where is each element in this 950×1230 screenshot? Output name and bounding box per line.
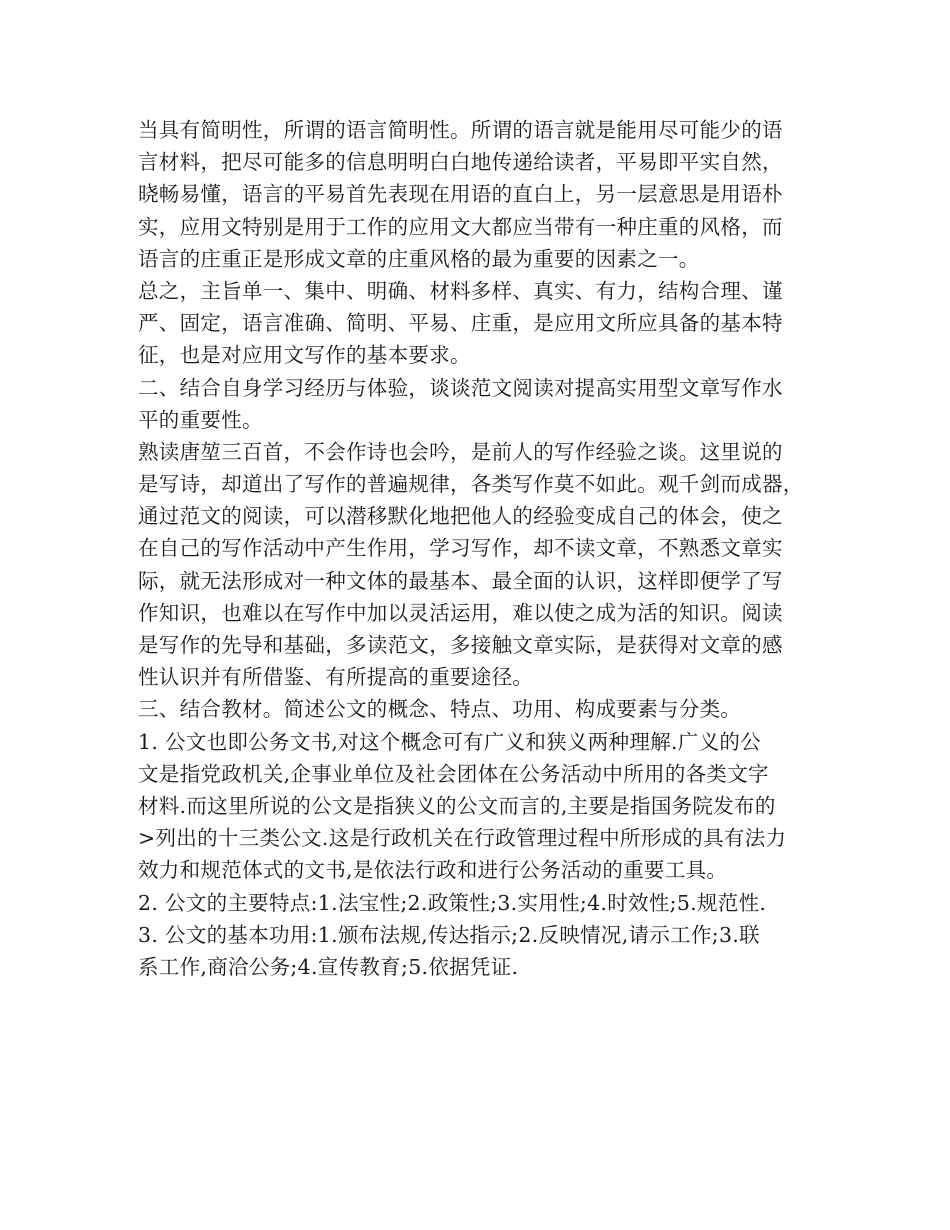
text-line: 实，应用文特别是用于工作的应用文大都应当带有一种庄重的风格，而 [138, 214, 783, 239]
list-item-line: 2. 公文的主要特点:1.法宝性;2.政策性;3.实用性;4.时效性;5.规范性. [138, 890, 767, 915]
text-line: 总之，主旨单一、集中、明确、材料多样、真实、有力，结构合理、谨 [138, 278, 783, 303]
section-heading-line: 平的重要性。 [138, 407, 263, 432]
text-line: 是写作的先导和基础，多读范文，多接触文章实际，是获得对文章的感 [138, 633, 783, 657]
text-line: 严、固定，语言准确、简明、平易、庄重，是应用文所应具备的基本特 [138, 311, 783, 336]
text-line: 作知识，也难以在写作中加以灵活运用，难以使之成为活的知识。阅读 [138, 600, 783, 625]
text-line: 征，也是对应用文写作的基本要求。 [138, 343, 471, 368]
list-item-line: 效力和规范体式的文书,是依法行政和进行公务活动的重要工具。 [138, 858, 728, 883]
text-line: 通过范文的阅读，可以潜移默化地把他人的经验变成自己的体会，使之 [138, 504, 783, 529]
list-item-line: >列出的十三类公文.这是行政机关在行政管理过程中所形成的具有法力 [138, 826, 787, 851]
list-item-line: 材料.而这里所说的公文是指狭义的公文而言的,主要是指国务院发布的 [138, 793, 776, 818]
section-heading-line: 二、结合自身学习经历与体验，谈谈范文阅读对提高实用型文章写作水 [138, 375, 783, 400]
list-item-line: 系工作,商洽公务;4.宣传教育;5.依据凭证. [138, 954, 519, 979]
list-item-line: 3. 公文的基本功用:1.颁布法规,传达指示;2.反映情况,请示工作;3.联 [138, 922, 760, 947]
text-line: 言材料，把尽可能多的信息明明白白地传递给读者，平易即平实自然， [138, 150, 783, 175]
text-line: 晓畅易懂，语言的平易首先表现在用语的直白上，另一层意思是用语朴 [138, 182, 783, 207]
text-line: 性认识并有所借鉴、有所提高的重要途径。 [138, 665, 534, 690]
document-body [138, 114, 818, 983]
text-line: 是写诗，却道出了写作的普遍规律，各类写作莫不如此。观千剑而成器， [138, 472, 804, 497]
list-item-line: 1. 公文也即公务文书,对这个概念可有广义和狭义两种理解.广义的公 [138, 729, 762, 754]
list-item-line: 文是指党政机关,企事业单位及社会团体在公务活动中所用的各类文字 [138, 761, 769, 786]
text-line: 当具有简明性，所谓的语言简明性。所谓的语言就是能用尽可能少的语 [138, 118, 783, 142]
text-line: 在自己的写作活动中产生作用，学习写作，却不读文章，不熟悉文章实 [138, 536, 783, 561]
text-line: 熟读唐堃三百首，不会作诗也会吟，是前人的写作经验之谈。这里说的 [138, 439, 783, 464]
text-line: 际，就无法形成对一种文体的最基本、最全面的认识，这样即便学了写 [138, 568, 783, 593]
section-heading-line: 三、结合教材。简述公文的概念、特点、功用、构成要素与分类。 [138, 697, 742, 722]
text-line: 语言的庄重正是形成文章的庄重风格的最为重要的因素之一。 [138, 246, 700, 271]
